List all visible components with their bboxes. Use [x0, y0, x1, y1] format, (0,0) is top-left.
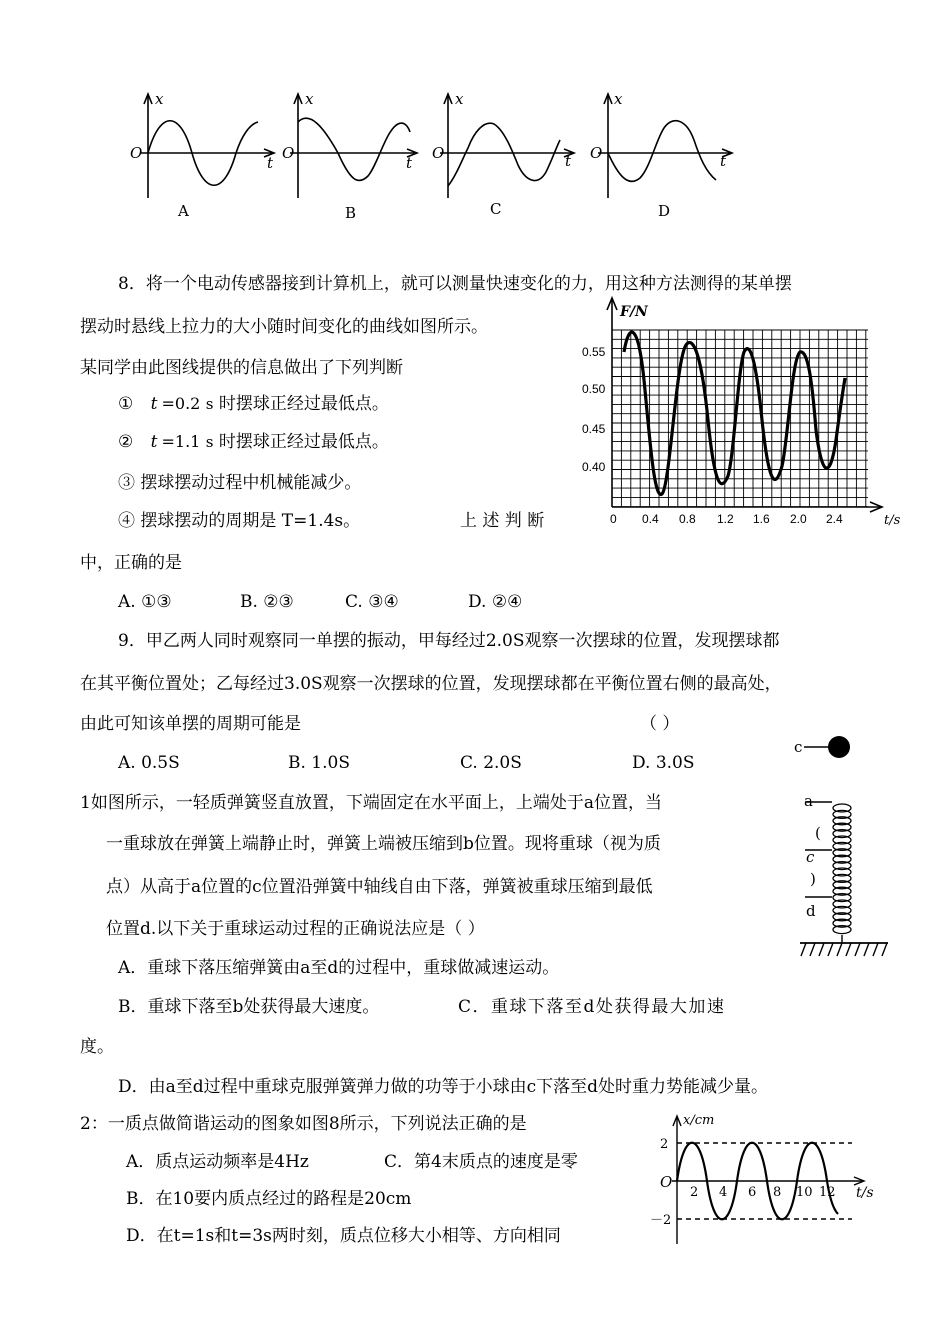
- q8-item1-eq: =0.2: [161, 394, 201, 413]
- q8-item2-eq: =1.1: [161, 432, 201, 451]
- q2-xtick-8: 8: [773, 1185, 782, 1200]
- q8-xtick-08: 0.8: [679, 512, 696, 526]
- q2-ytick-neg: －2: [650, 1213, 672, 1228]
- q1-line1: 1如图所示，一轻质弹簧竖直放置，下端固定在水平面上，上端处于a位置，当: [80, 793, 662, 813]
- q8-item3: ③ 摆球摆动过程中机械能减少。: [118, 473, 362, 493]
- q8-ylabel: F/N: [620, 304, 648, 320]
- graph-d-origin: O: [590, 144, 603, 162]
- q8-xtick-0: 0: [610, 512, 617, 526]
- q2-origin: O: [660, 1173, 673, 1191]
- q1-option-c-tail: 度。: [80, 1037, 114, 1057]
- graph-d-t-label: t: [720, 152, 727, 170]
- q2-xtick-12: 12: [819, 1185, 836, 1200]
- q8-ytick-045: 0.45: [582, 422, 606, 436]
- graph-b-x-label: x: [305, 90, 314, 108]
- q8-item2-num: ②: [118, 432, 134, 452]
- q8-choice-a: A. ①③: [118, 592, 172, 612]
- q8-line1: 8．将一个电动传感器接到计算机上，就可以测量快速变化的力，用这种方法测得的某单摆: [118, 274, 792, 294]
- q2-xtick-4: 4: [719, 1185, 728, 1200]
- q8-tail-b: 中，正确的是: [80, 553, 182, 573]
- q1-option-d: D．由a至d过程中重球克服弹簧弹力做的功等于小球由c下落至d处时重力势能减少量。: [118, 1077, 769, 1097]
- graph-c-origin: O: [432, 144, 445, 162]
- q9-choice-b: B. 1.0S: [288, 753, 350, 773]
- q9-choice-c: C. 2.0S: [460, 753, 522, 773]
- q8-item1-t: t: [150, 394, 158, 414]
- q8-ytick-050: 0.50: [582, 382, 606, 396]
- q8-item1-text: 时摆球正经过最低点。: [218, 394, 389, 414]
- q8-item1-unit: s: [205, 395, 214, 413]
- q1-option-c: C．重球下落至d处获得最大加速: [458, 997, 726, 1017]
- spring-label-a: a: [804, 792, 813, 810]
- q8-item2-unit: s: [205, 433, 214, 451]
- q8-choice-c: C. ③④: [345, 592, 399, 612]
- q2-option-d: D．在t=1s和t=3s两时刻，质点位移大小相等、方向相同: [126, 1226, 561, 1246]
- q8-xtick-12: 1.2: [717, 512, 734, 526]
- q9-line1: 9．甲乙两人同时观察同一单摆的振动，甲每经过2.0S观察一次摆球的位置，发现摆球都: [118, 631, 780, 651]
- q2-xlabel: t/s: [856, 1185, 874, 1201]
- q9-choice-a: A. 0.5S: [118, 753, 180, 773]
- q2-xtick-2: 2: [690, 1185, 699, 1200]
- q2-line1: 2：一质点做简谐运动的图象如图8所示，下列说法正确的是: [80, 1114, 527, 1134]
- q9-choice-d: D. 3.0S: [632, 753, 695, 773]
- q8-ytick-040: 0.40: [582, 460, 606, 474]
- q8-line2: 摆动时悬线上拉力的大小随时间变化的曲线如图所示。: [80, 317, 488, 337]
- q8-item2-t: t: [150, 432, 158, 452]
- spring-label-c: c: [794, 738, 803, 756]
- q2-option-a: A．质点运动频率是4Hz: [126, 1152, 309, 1172]
- graph-c-label: C: [490, 200, 502, 218]
- q2-xtick-10: 10: [796, 1185, 813, 1200]
- q8-xtick-04: 0.4: [642, 512, 659, 526]
- q1-line3: 点）从高于a位置的c位置沿弹簧中轴线自由下落，弹簧被重球压缩到最低: [106, 877, 653, 897]
- spring-label-b: c: [806, 848, 815, 866]
- q8-item1-num: ①: [118, 394, 134, 414]
- q9-line3: 由此可知该单摆的周期可能是: [80, 714, 301, 734]
- q2-ytick-pos: 2: [660, 1137, 669, 1152]
- graph-a-origin: O: [130, 144, 143, 162]
- q1-line2: 一重球放在弹簧上端静止时，弹簧上端被压缩到b位置。现将重球（视为质: [106, 834, 661, 854]
- q9-line2: 在其平衡位置处；乙每经过3.0S观察一次摆球的位置，发现摆球都在平衡位置右侧的最高处，: [80, 674, 782, 694]
- q2-option-c: C．第4末质点的速度是零: [384, 1152, 578, 1172]
- q8-choice-d: D. ②④: [468, 592, 523, 612]
- q1-option-b: B．重球下落至b处获得最大速度。: [118, 997, 380, 1017]
- graph-b-t-label: t: [406, 154, 413, 172]
- q8-choice-b: B. ②③: [240, 592, 294, 612]
- spring-paren-close: ): [810, 870, 816, 888]
- q8-ytick-055: 0.55: [582, 345, 606, 359]
- q8-xtick-24: 2.4: [826, 512, 843, 526]
- q2-xtick-6: 6: [748, 1185, 757, 1200]
- graph-a-x-label: x: [155, 90, 164, 108]
- q2-option-b: B．在10要内质点经过的路程是20cm: [126, 1189, 412, 1209]
- graph-a-label: A: [178, 202, 189, 220]
- q8-item2-text: 时摆球正经过最低点。: [218, 432, 389, 452]
- graph-b-label: B: [345, 204, 357, 222]
- graph-d-x-label: x: [614, 90, 623, 108]
- q8-xtick-20: 2.0: [790, 512, 807, 526]
- q8-xtick-16: 1.6: [753, 512, 770, 526]
- spring-paren-open: (: [815, 824, 821, 842]
- q1-option-a: A．重球下落压缩弹簧由a至d的过程中，重球做减速运动。: [118, 958, 560, 978]
- graph-b-origin: O: [282, 144, 295, 162]
- graph-a-t-label: t: [267, 154, 274, 172]
- q2-ylabel: x/cm: [683, 1113, 715, 1128]
- q8-line3: 某同学由此图线提供的信息做出了下列判断: [80, 358, 403, 378]
- graph-d-label: D: [658, 202, 671, 220]
- graph-c-t-label: t: [565, 152, 572, 170]
- q1-line4: 位置d.以下关于重球运动过程的正确说法应是（ ）: [106, 919, 485, 939]
- q8-item4: ④ 摆球摆动的周期是 T=1.4s。: [118, 511, 361, 531]
- graph-c-x-label: x: [455, 90, 464, 108]
- q8-xlabel: t/s: [884, 513, 901, 528]
- q8-tail-a: 上 述 判 断: [460, 511, 545, 531]
- spring-label-d: d: [806, 902, 816, 920]
- q9-paren: （ ）: [640, 714, 680, 734]
